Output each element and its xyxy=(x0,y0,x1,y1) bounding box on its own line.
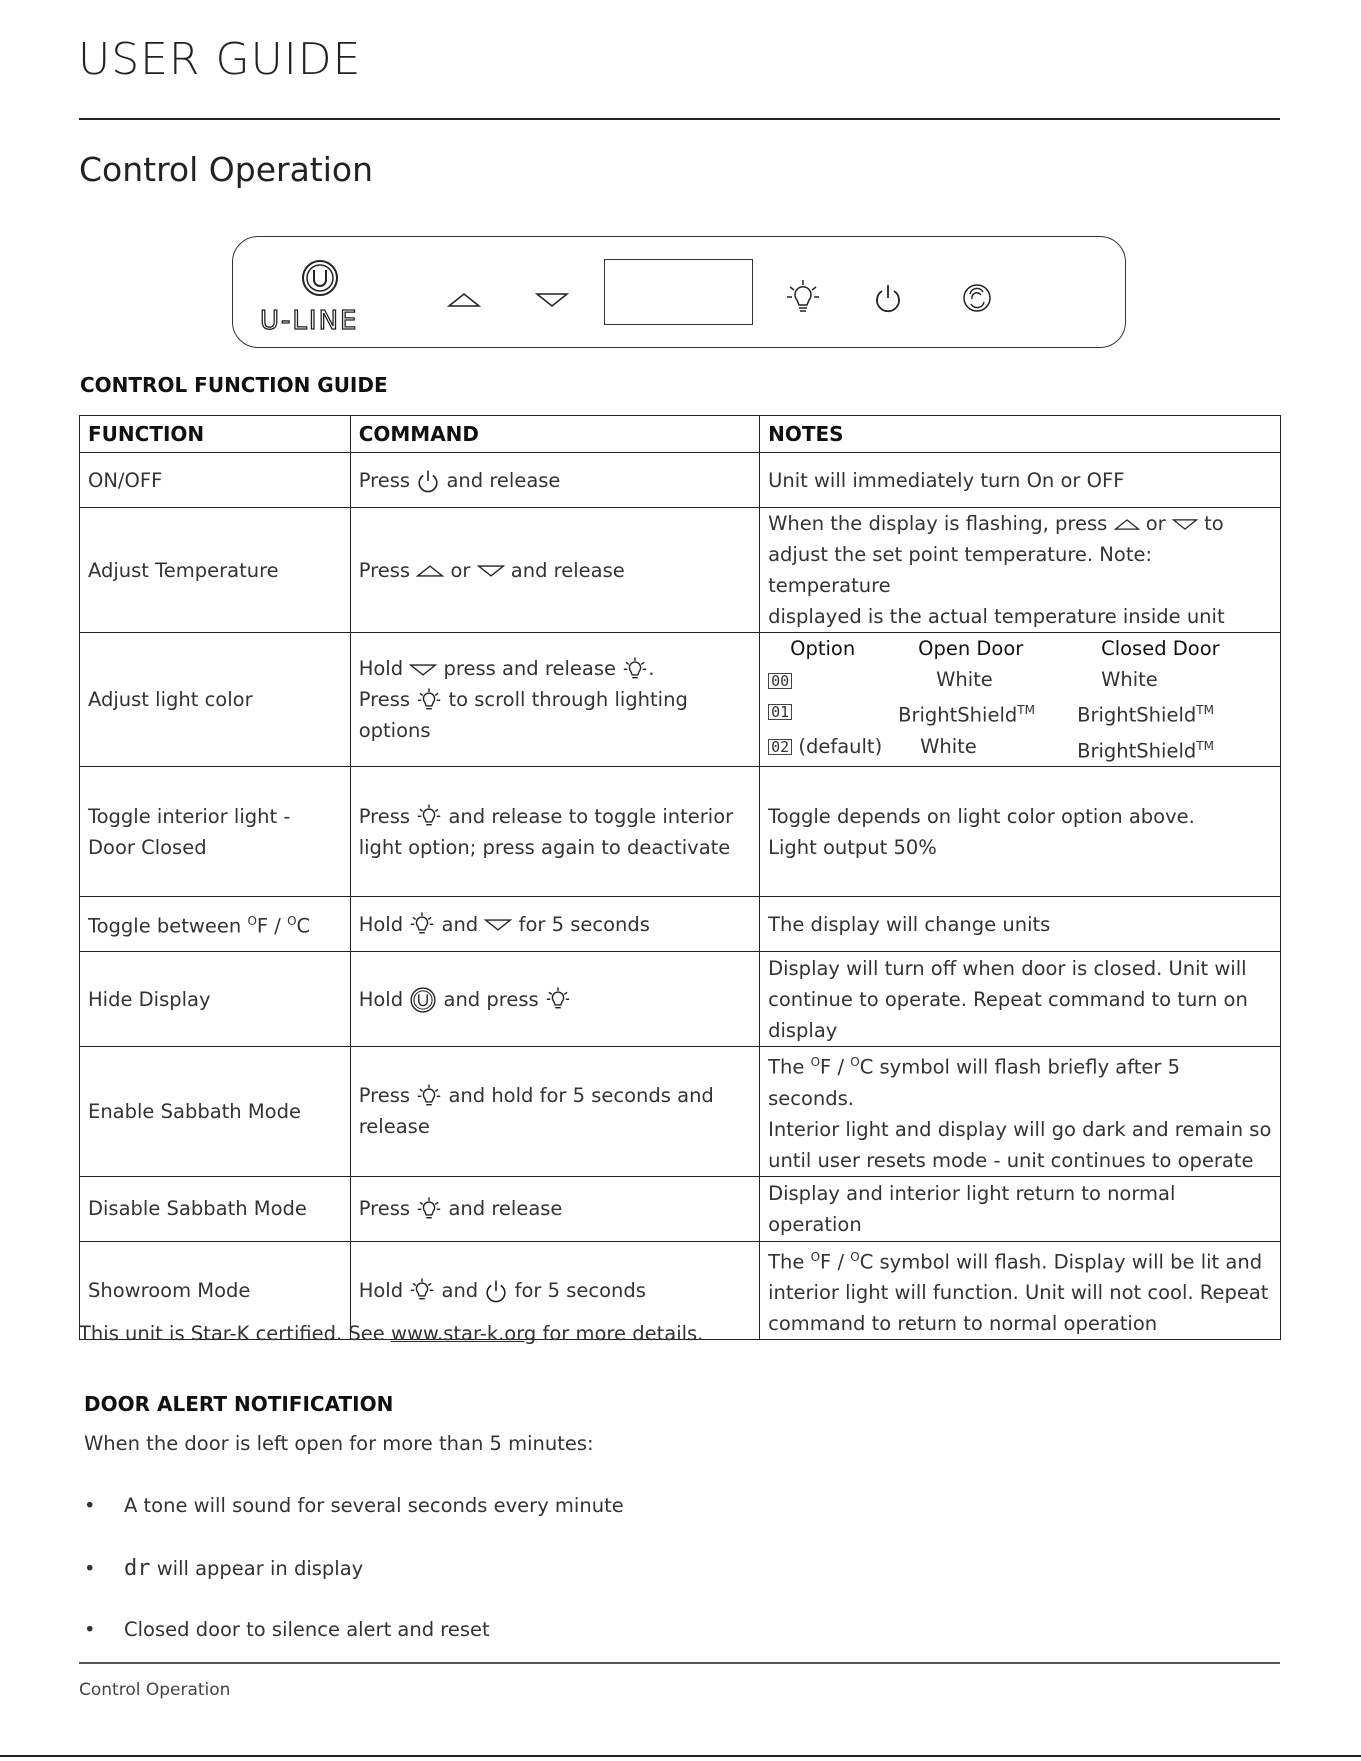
table-row xyxy=(80,1047,1281,1177)
notes-text: or xyxy=(1145,512,1166,535)
notes-line: command to return to normal operation xyxy=(768,1312,1158,1335)
command-text: Hold xyxy=(358,657,404,680)
footer-divider xyxy=(79,1662,1280,1664)
notes-line: adjust the set point temperature. Note: temperature xyxy=(768,543,1153,597)
command-text: and hold for 5 seconds and xyxy=(448,1084,714,1108)
option-code xyxy=(768,664,898,695)
notes-line: Light output 50% xyxy=(768,835,937,859)
table-row xyxy=(80,633,1281,767)
option-code-glyph: 01 xyxy=(768,704,792,720)
notes-cell: The display will change units xyxy=(760,897,1281,952)
notes-line: until user resets mode - unit continues to operate xyxy=(768,1148,1254,1172)
list-item-text: will appear in display xyxy=(156,1557,364,1580)
closed-door-text: BrightShield xyxy=(1077,703,1197,727)
bullet-icon: • xyxy=(84,1618,96,1641)
list-item xyxy=(84,1556,363,1581)
u-line-logo-icon xyxy=(300,258,340,298)
closed-door-value xyxy=(1063,731,1223,767)
function-cell xyxy=(80,897,351,952)
open-door-header: Open Door xyxy=(918,637,1024,660)
notes-line xyxy=(768,1047,1272,1114)
sabbath-icon xyxy=(961,282,993,314)
command-line xyxy=(359,684,751,715)
command-text: Press xyxy=(358,1084,411,1108)
notes-cell: Display and interior light return to normal operation xyxy=(760,1176,1281,1241)
command-cell xyxy=(350,952,759,1047)
open-door-value: White xyxy=(936,668,993,691)
notes-line: Display will turn off when door is closed. Unit will xyxy=(768,956,1247,980)
document-title: USER GUIDE xyxy=(78,34,362,85)
table-header-row xyxy=(80,416,1281,453)
header-notes: NOTES xyxy=(760,416,1281,453)
light-options-table xyxy=(768,633,1272,766)
degree-mark: O xyxy=(850,1249,860,1264)
down-arrow-icon xyxy=(477,564,505,578)
closed-door-header: Closed Door xyxy=(1101,637,1220,660)
command-text: Press xyxy=(358,558,411,582)
up-arrow-icon xyxy=(1114,518,1140,531)
function-line: Toggle interior light - xyxy=(88,804,291,828)
function-cell: ON/OFF xyxy=(80,453,351,508)
option-default-label: (default) xyxy=(798,734,883,758)
down-arrow-icon xyxy=(1172,518,1198,531)
command-cell xyxy=(350,767,759,897)
bullet-icon: • xyxy=(84,1557,96,1580)
light-bulb-icon xyxy=(416,803,442,831)
table-row xyxy=(80,1176,1281,1241)
list-item-text: A tone will sound for several seconds every minute xyxy=(124,1494,624,1517)
star-k-note xyxy=(79,1322,703,1345)
degree-mark: O xyxy=(247,914,257,929)
option-code-glyph: 00 xyxy=(768,673,792,689)
command-text: or xyxy=(450,558,471,582)
star-k-text: for more details. xyxy=(542,1322,704,1345)
u-line-brand-text: U-LINE xyxy=(260,306,359,336)
notes-text: C symbol will flash. Display will be lit and xyxy=(859,1250,1263,1273)
command-text: to scroll through lighting xyxy=(448,688,688,711)
notes-line: continue to operate. Repeat command to turn on xyxy=(768,987,1248,1011)
header-divider xyxy=(79,118,1280,120)
command-line: options xyxy=(358,719,431,742)
notes-text: The xyxy=(768,1250,805,1273)
command-line xyxy=(359,801,751,832)
header-function: FUNCTION xyxy=(80,416,351,453)
door-alert-title: DOOR ALERT NOTIFICATION xyxy=(84,1392,394,1416)
light-bulb-icon xyxy=(785,278,821,318)
notes-text: When the display is flashing, press xyxy=(768,512,1108,535)
door-code-glyph: dr xyxy=(124,1556,151,1581)
open-door-text: BrightShield xyxy=(898,703,1018,727)
command-cell xyxy=(350,1176,759,1241)
option-code-glyph: 02 xyxy=(768,739,792,755)
notes-cell xyxy=(760,508,1281,633)
command-text: Press xyxy=(358,468,411,492)
power-icon xyxy=(484,1278,508,1304)
option-header: Option xyxy=(790,637,856,660)
command-text: Press xyxy=(358,804,411,828)
function-cell: Disable Sabbath Mode xyxy=(80,1176,351,1241)
footer-label: Control Operation xyxy=(79,1680,231,1700)
trademark-mark: TM xyxy=(1196,738,1214,753)
closed-door-value: White xyxy=(1101,668,1158,691)
command-text: . xyxy=(648,657,655,680)
open-door-value xyxy=(898,695,1063,731)
door-alert-intro: When the door is left open for more than 5 minutes: xyxy=(84,1432,594,1455)
option-code xyxy=(768,731,898,767)
function-cell: Adjust light color xyxy=(80,633,351,767)
notes-cell xyxy=(760,952,1281,1047)
notes-line: display xyxy=(768,1018,838,1042)
command-cell xyxy=(350,633,759,767)
command-text: for 5 seconds xyxy=(514,1278,646,1302)
function-cell xyxy=(80,767,351,897)
command-text: and release xyxy=(510,558,625,582)
section-title: Control Operation xyxy=(79,150,374,189)
up-arrow-icon xyxy=(447,292,481,308)
light-bulb-icon xyxy=(545,986,571,1014)
command-text: and release xyxy=(446,468,561,492)
up-arrow-icon xyxy=(416,564,444,578)
command-text: and press xyxy=(443,987,539,1011)
command-text: for 5 seconds xyxy=(518,912,650,936)
trademark-mark: TM xyxy=(1017,703,1035,717)
degree-mark: O xyxy=(287,914,297,929)
command-text: Hold xyxy=(358,987,404,1011)
command-text: and release to toggle interior xyxy=(448,804,734,828)
control-function-guide-title: CONTROL FUNCTION GUIDE xyxy=(80,373,388,397)
light-bulb-icon xyxy=(416,1083,442,1111)
option-code xyxy=(768,695,898,731)
notes-cell xyxy=(760,633,1281,767)
notes-cell xyxy=(760,767,1281,897)
star-k-link[interactable]: www.star-k.org xyxy=(391,1322,537,1345)
notes-line: interior light will function. Unit will not cool. Repeat xyxy=(768,1281,1269,1304)
notes-cell xyxy=(760,1047,1281,1177)
command-text: Press xyxy=(358,688,411,711)
light-bulb-icon xyxy=(416,1196,442,1224)
notes-cell xyxy=(760,1241,1281,1340)
command-line xyxy=(359,1080,751,1111)
function-text: C xyxy=(296,914,311,938)
notes-line: Toggle depends on light color option above. xyxy=(768,804,1195,828)
function-text: F / xyxy=(256,914,281,938)
degree-mark: O xyxy=(810,1249,821,1264)
list-item xyxy=(84,1494,624,1517)
command-text: Press xyxy=(358,1197,411,1220)
temperature-display-window xyxy=(604,259,753,325)
u-line-logo xyxy=(260,258,380,334)
list-item xyxy=(84,1618,490,1641)
table-row xyxy=(80,767,1281,897)
u-line-logo-icon xyxy=(409,986,437,1014)
degree-mark: O xyxy=(850,1055,860,1069)
light-bulb-icon xyxy=(409,1277,435,1305)
open-door-value: White xyxy=(920,734,977,758)
header-command: COMMAND xyxy=(350,416,759,453)
notes-cell: Unit will immediately turn On or OFF xyxy=(760,453,1281,508)
command-line xyxy=(359,653,751,684)
notes-text: C symbol will flash briefly after 5 seconds. xyxy=(768,1055,1181,1110)
control-function-table xyxy=(79,415,1281,1340)
command-text: Hold xyxy=(358,1278,404,1302)
command-cell xyxy=(350,508,759,633)
notes-text: to xyxy=(1204,512,1224,535)
star-k-text: This unit is Star-K certified. See xyxy=(79,1322,385,1345)
function-line: Door Closed xyxy=(88,835,207,859)
light-bulb-icon xyxy=(409,911,435,939)
command-cell xyxy=(350,453,759,508)
table-row xyxy=(80,453,1281,508)
power-icon xyxy=(873,282,903,314)
notes-text: F / xyxy=(820,1055,845,1079)
notes-text: F / xyxy=(820,1250,845,1273)
down-arrow-icon xyxy=(535,292,569,308)
command-text: and release xyxy=(448,1197,563,1220)
function-cell: Showroom Mode xyxy=(80,1241,351,1340)
table-row xyxy=(80,952,1281,1047)
light-bulb-icon xyxy=(622,656,648,684)
function-cell: Hide Display xyxy=(80,952,351,1047)
notes-line xyxy=(768,508,1272,539)
notes-line: displayed is the actual temperature inside unit xyxy=(768,605,1225,628)
command-line: release xyxy=(358,1115,430,1139)
notes-text: The xyxy=(768,1055,805,1079)
table-row xyxy=(80,897,1281,952)
command-text: and xyxy=(441,912,479,936)
function-cell: Enable Sabbath Mode xyxy=(80,1047,351,1177)
command-cell xyxy=(350,1047,759,1177)
command-cell xyxy=(350,897,759,952)
list-item-text: Closed door to silence alert and reset xyxy=(124,1618,490,1641)
degree-mark: O xyxy=(810,1055,821,1069)
page-edge-divider xyxy=(0,1755,1361,1757)
closed-door-text: BrightShield xyxy=(1077,739,1197,762)
trademark-mark: TM xyxy=(1196,703,1214,717)
down-arrow-icon xyxy=(484,918,512,932)
function-text: Toggle between xyxy=(88,914,242,938)
bullet-icon: • xyxy=(84,1494,96,1517)
command-text: Hold xyxy=(358,912,404,936)
down-arrow-icon xyxy=(409,663,437,677)
command-text: press and release xyxy=(443,657,616,680)
function-cell: Adjust Temperature xyxy=(80,508,351,633)
command-line: light option; press again to deactivate xyxy=(358,835,731,859)
command-text: and xyxy=(441,1278,479,1302)
table-row xyxy=(80,508,1281,633)
notes-line: Interior light and display will go dark and remain so xyxy=(768,1117,1272,1141)
notes-line xyxy=(768,1242,1272,1278)
light-bulb-icon xyxy=(416,687,442,715)
closed-door-value xyxy=(1063,695,1223,731)
power-icon xyxy=(416,468,440,494)
